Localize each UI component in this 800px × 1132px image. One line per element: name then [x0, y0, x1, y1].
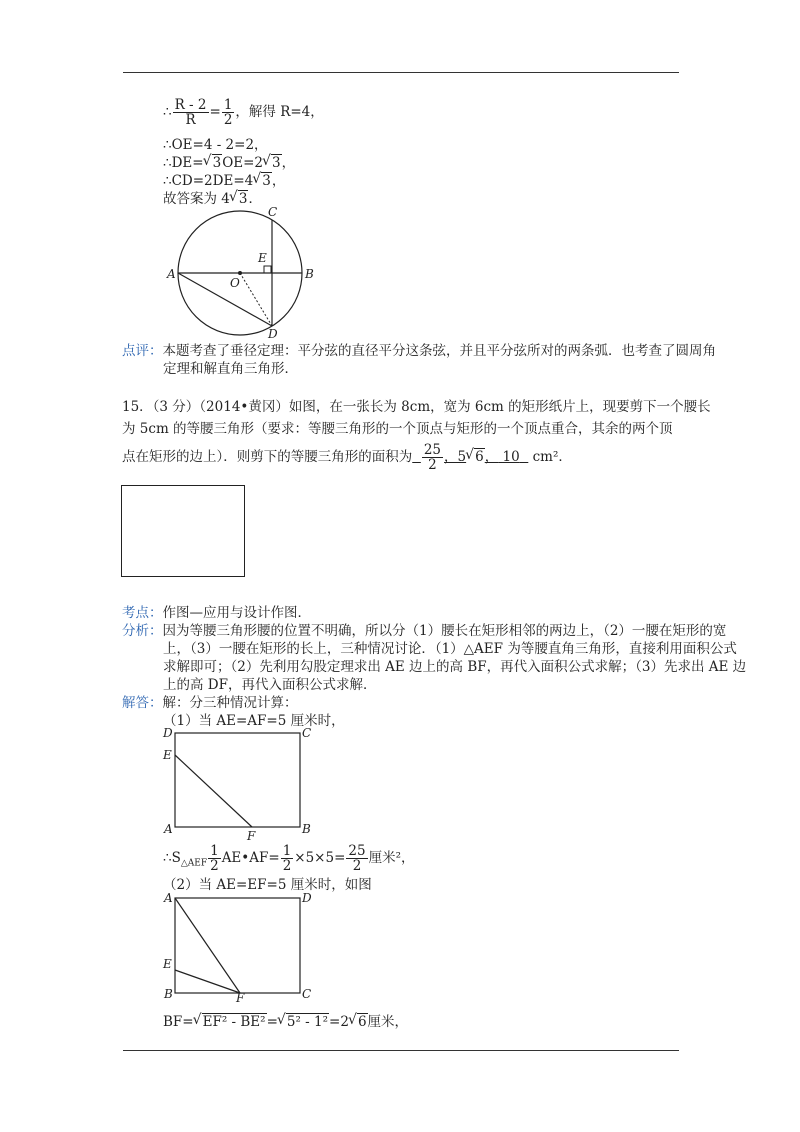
fig2-D: D — [302, 891, 312, 905]
sqrt-3d: √ 3 — [230, 190, 249, 208]
figure-case-2 — [160, 890, 320, 1005]
solution-line-1: ∴ $\frac{R - 2}{R}$ = $\frac{1}{2}$ ，解得 R=4， — [163, 97, 324, 128]
area-frac-1: $\frac{1}{2}$ — [210, 843, 219, 874]
area-line: $\therefore S_{\triangle AEF}$ $\frac{1}{2}$ AE•AF= $\frac{1}{2}$ ×5×5= $\frac{25}{2}$ 厘米²， — [163, 843, 415, 874]
fig2-rect — [175, 898, 300, 993]
sqrt-3: √ 3 — [204, 154, 223, 172]
case-2: （2）当 AE=EF=5 厘米时，如图 — [163, 877, 372, 893]
bf-sqrt-2: √ 5² - 1² — [278, 1014, 329, 1030]
fig2-C: C — [302, 987, 312, 1001]
center-dot — [238, 271, 242, 275]
answer-fraction: $\frac{25}{2}$ — [423, 442, 442, 473]
review-tag: 点评： — [122, 343, 163, 359]
answer-sqrt: √ 6 — [466, 449, 485, 465]
label-O: O — [230, 276, 240, 290]
fig1-E: E — [163, 748, 172, 762]
fig2-F: F — [236, 991, 245, 1005]
label-E: E — [258, 251, 267, 265]
label-D: D — [268, 327, 278, 341]
fraction-r: $\frac{R - 2}{R}$ — [174, 97, 207, 128]
solution-line-4: ∴CD=2DE=4√ 3， — [163, 172, 285, 190]
fig1-C: C — [302, 726, 312, 740]
jieda-tag: 解答： — [122, 695, 163, 711]
fraction-half: $\frac{1}{2}$ — [223, 97, 233, 128]
label-C: C — [268, 205, 278, 219]
fig1-ef — [175, 755, 252, 827]
sqrt-3c: √ 3 — [253, 172, 272, 190]
segment-ad — [178, 273, 272, 326]
sqrt-3b: √ 3 — [263, 154, 282, 172]
right-angle-mark — [264, 266, 271, 273]
solution-line-3: ∴DE=√ 3OE=2√ 3， — [163, 154, 295, 172]
area-frac-3: $\frac{25}{2}$ — [348, 843, 366, 874]
q15-line-2: 为 5cm 的等腰三角形（要求：等腰三角形的一个顶点与矩形的一个顶点重合，其余的两个顶 — [122, 421, 673, 437]
q15-line-3: 点在矩形的边上）．则剪下的等腰三角形的面积为 $\frac{25}{2}$ ，5√ 6， 10 cm²． — [122, 443, 572, 472]
solution-line-5: 故答案为 4√ 3． — [163, 190, 262, 208]
fig1-F: F — [247, 829, 256, 843]
figure-case-1 — [160, 725, 320, 843]
fenxi-line-2: 上，（3）一腰在矩形的长上，三种情况讨论．（1）△AEF 为等腰直角三角形，直接利用面积公式 — [163, 641, 737, 657]
review-line-1: 点评：本题考查了垂径定理：平分弦的直径平分这条弦，并且平分弦所对的两条弧．也考查了圆周角 — [122, 343, 716, 359]
review-line-2: 定理和解直角三角形． — [163, 361, 298, 377]
circle-figure — [160, 200, 330, 340]
kaodian-line: 考点：作图—应用与设计作图． — [122, 605, 311, 621]
top-rule — [123, 72, 679, 73]
q15-line-1: 15．（3 分）（2014•黄冈）如图，在一张长为 8cm，宽为 6cm 的矩形纸片上，现要剪下一个腰长 — [122, 399, 711, 415]
bf-sqrt-1: √ EF² - BE² — [194, 1014, 267, 1030]
fenxi-line-4: 上的高 DF，再代入面积公式求解． — [163, 677, 377, 693]
label-A: A — [167, 267, 176, 281]
kaodian-tag: 考点： — [122, 605, 163, 621]
fig1-D: D — [163, 726, 173, 740]
bf-line: BF=√ EF² - BE²=√ 5² - 1²=2√ 6厘米， — [163, 1010, 408, 1030]
fig2-B: B — [164, 987, 173, 1001]
jieda-line-1: 解答：解：分三种情况计算： — [122, 695, 298, 711]
label-B: B — [305, 267, 314, 281]
bf-sqrt-3: √ 6 — [349, 1014, 368, 1030]
fig1-A: A — [164, 822, 173, 836]
segment-od — [240, 273, 272, 326]
fig1-B: B — [302, 822, 311, 836]
rectangle-figure — [121, 485, 245, 577]
fenxi-line-1: 分析：因为等腰三角形腰的位置不明确，所以分（1）腰长在矩形相邻的两边上，（2）一腰在矩形的宽 — [122, 623, 727, 639]
fig2-E: E — [163, 957, 172, 971]
area-frac-2: $\frac{1}{2}$ — [282, 843, 292, 874]
fig2-A: A — [164, 891, 173, 905]
fig2-ae-f — [175, 898, 240, 993]
case-1: （1）当 AE=AF=5 厘米时， — [163, 713, 345, 729]
solution-line-2: ∴OE=4 - 2=2， — [163, 137, 268, 153]
fenxi-tag: 分析： — [122, 623, 163, 639]
fig2-ef — [175, 970, 240, 993]
bottom-rule — [123, 1050, 679, 1051]
fenxi-line-3: 求解即可；（2）先利用勾股定理求出 AE 边上的高 BF，再代入面积公式求解；（3）先求出 AE 边 — [163, 659, 747, 675]
